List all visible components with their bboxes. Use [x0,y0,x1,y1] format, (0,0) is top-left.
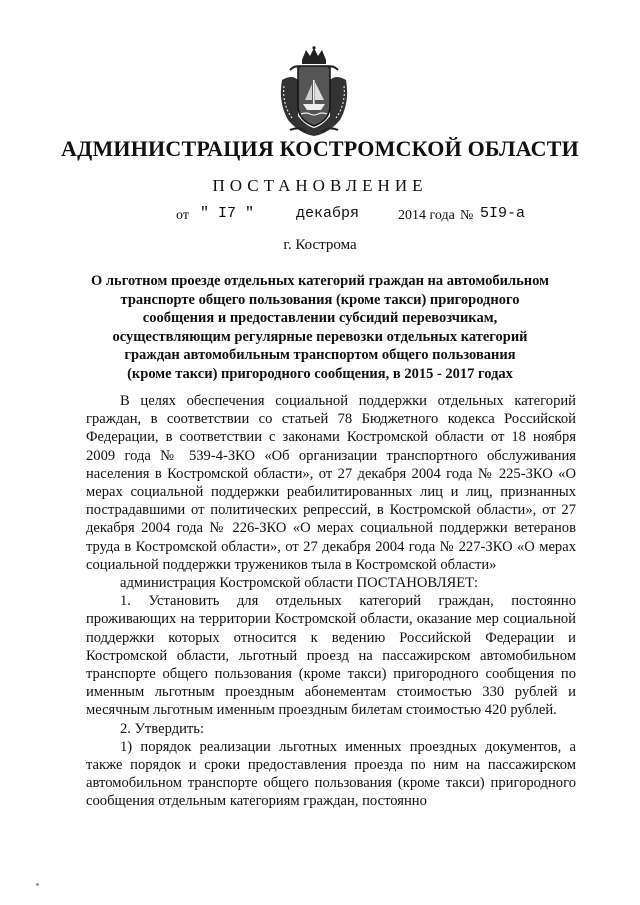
document-body [86,392,576,811]
date-year: 2014 года [398,208,455,223]
date-number-line [0,205,640,227]
date-day: " I7 " [200,205,255,222]
body-paragraph: 1. Установить для отдельных категорий граждан, постоянно проживающих на территории Костромской области, оказание мер социальной поддержки которых относится к ведению Российской Федерации и Костромской области, льготный проезд на пассажирском автомобильном транспорте общего пользования (кроме такси) пригородного сообщения по именным льготным проездным абонементам стоимостью 330 рублей и месячным льготным именным проездным билетам стоимостью 420 рублей. [86,593,576,719]
city: г. Кострома [283,237,357,253]
date-prefix: от [176,208,189,223]
body-paragraph: 1) порядок реализации льготных именных проездных документов, а также порядок и сроки предоставления проезда по ним на пассажирском автомобильном транспорте общего пользования (кроме такси) пригородного сообщения отдельным категориям граждан, постоянно [86,738,576,810]
scan-speck [36,883,39,886]
title-line: транспорте общего пользования (кроме такси) пригородного [120,291,520,308]
body-paragraph: В целях обеспечения социальной поддержки отдельных категорий граждан, в соответствии со статьей 78 Бюджетного кодекса Российской Федерации, в соответствии с законами Костромской области от 18 ноября 2009 года № 539-4-ЗКО «Об организации транспортного обслуживания населения в Костромской области», от 27 декабря 2004 года № 225-ЗКО «О мерах социальной поддержки реабилитированных лиц и лиц, признанных пострадавшими от политических репрессий, в Костромской области», от 27 декабря 2004 года № 226-ЗКО «О мерах социальной поддержки ветеранов труда в Костромской области», от 27 декабря 2004 года № 227-ЗКО «О мерах социальной поддержки тружеников тыла в Костромской области» [86,393,576,573]
document-title [90,272,550,383]
document-type: ПОСТАНОВЛЕНИЕ [212,176,428,195]
body-paragraph: 2. Утвердить: [120,720,205,737]
title-line: граждан автомобильным транспортом общего пользования [124,347,516,363]
title-line: О льготном проезде отдельных категорий граждан на автомобильном [91,273,549,289]
date-month: декабря [296,205,360,222]
title-line: (кроме такси) пригородного сообщения, в 2015 - 2017 годах [127,365,513,382]
title-line: осуществляющим регулярные перевозки отдельных категорий [112,328,528,345]
coat-of-arms-icon [276,46,352,138]
number-sign: № [460,208,474,223]
title-line: сообщения и предоставлении субсидий перевозчикам, [142,310,498,326]
body-paragraph: администрация Костромской области ПОСТАНОВЛЯЕТ: [120,575,479,592]
document-number: 5I9-а [480,205,526,222]
organization-name: АДМИНИСТРАЦИЯ КОСТРОМСКОЙ ОБЛАСТИ [61,136,579,161]
